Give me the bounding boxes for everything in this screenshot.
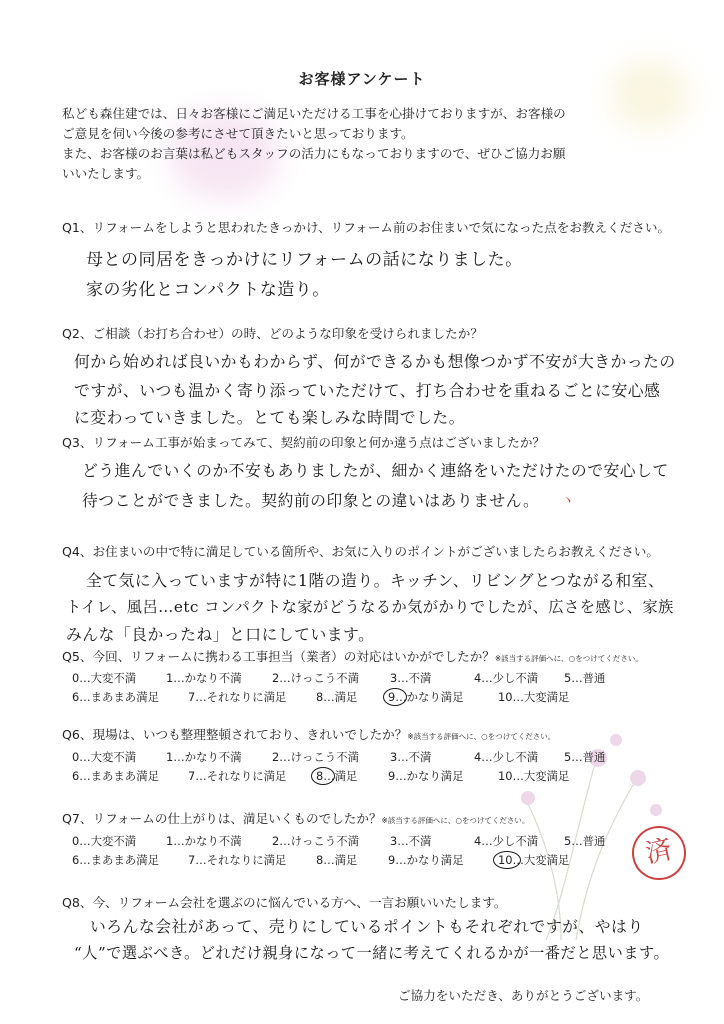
answer-2-line: 何から始めれば良いかもわからず、何ができるかも想像つかず不安が大きかったの <box>74 352 676 371</box>
rating-option-7[interactable]: 7…それなりに満足 <box>188 690 287 704</box>
rating-option-0[interactable]: 0…大変不満 <box>72 834 137 848</box>
question-1: Q1、リフォームをしようと思われたきっかけ、リフォーム前のお住まいで気になった点をお教えください。 <box>62 220 671 235</box>
selected-circle <box>383 688 407 706</box>
rating-option-5[interactable]: 5…普通 <box>564 750 606 764</box>
question-6 <box>62 724 555 743</box>
answer-2-line: ですが、いつも温かく寄り添っていただけて、打ち合わせを重ねるごとに安心感 <box>74 381 661 400</box>
rating-option-1[interactable]: 1…かなり不満 <box>166 750 242 764</box>
rating-option-3[interactable]: 3…不満 <box>390 750 432 764</box>
rating-option-5[interactable]: 5…普通 <box>564 834 606 848</box>
intro-line: いいたします。 <box>62 166 150 181</box>
question-5-text: Q5、今回、リフォームに携わる工事担当（業者）の対応はいかがでしたか？ <box>62 649 495 664</box>
page-title: お客様アンケート <box>298 70 426 88</box>
answer-1-line: 母との同居をきっかけにリフォームの話になりました。 <box>86 250 523 270</box>
rating-option-10[interactable]: 10…大変満足 <box>498 852 569 868</box>
question-6-text: Q6、現場は、いつも整理整頓されており、きれいでしたか？ <box>62 727 408 742</box>
rating-option-1[interactable]: 1…かなり不満 <box>166 834 242 848</box>
rating-option-0[interactable]: 0…大変不満 <box>72 750 137 764</box>
completion-stamp: 済 <box>627 821 691 885</box>
question-5-note: ※該当する評価へに、○をつけてください。 <box>494 654 643 663</box>
rating-option-1[interactable]: 1…かなり不満 <box>166 671 242 685</box>
rating-option-6[interactable]: 6…まあまあ満足 <box>72 769 159 783</box>
question-5 <box>62 646 643 665</box>
answer-3-line: どう進んでいくのか不安もありましたが、細かく連絡をいただけたので安心して <box>82 461 669 480</box>
answer-4-line: トイレ、風呂…etc コンパクトな家がどうなるか気がかりでしたが、広さを感じ、家族 <box>66 598 674 616</box>
question-7-text: Q7、リフォームの仕上がりは、満足いくものでしたか？ <box>62 811 382 826</box>
selected-circle <box>311 767 335 785</box>
rating-option-5[interactable]: 5…普通 <box>564 671 606 685</box>
rating-option-8[interactable]: 8…満足 <box>316 853 358 867</box>
rating-option-3[interactable]: 3…不満 <box>390 834 432 848</box>
question-8: Q8、今、リフォーム会社を選ぶのに悩んでいる方へ、一言お願いいたします。 <box>62 895 507 910</box>
rating-option-4[interactable]: 4…少し不満 <box>474 750 539 764</box>
question-3: Q3、リフォーム工事が始まってみて、契約前の印象と何か違う点はございましたか？ <box>62 435 546 450</box>
rating-option-3[interactable]: 3…不満 <box>390 671 432 685</box>
question-6-note: ※該当する評価へに、○をつけてください。 <box>407 732 556 741</box>
answer-4-line: みんな「良かったね」と口にしています。 <box>66 625 375 644</box>
rating-option-7[interactable]: 7…それなりに満足 <box>188 853 287 867</box>
rating-option-8[interactable]: 8…満足 <box>316 768 357 784</box>
rating-option-2[interactable]: 2…けっこう不満 <box>272 750 359 764</box>
answer-1-line: 家の劣化とコンパクトな造り。 <box>86 280 330 300</box>
rating-option-4[interactable]: 4…少し不満 <box>474 671 539 685</box>
answer-4-line: 全て気に入っていますが特に1階の造り。キッチン、リビングとつながる和室、 <box>86 571 665 590</box>
rating-option-7[interactable]: 7…それなりに満足 <box>188 769 287 783</box>
answer-8-line: いろんな会社があって、売りにしているポイントもそれぞれですが、やはり <box>90 917 644 936</box>
rating-option-0[interactable]: 0…大変不満 <box>72 671 137 685</box>
rating-option-2[interactable]: 2…けっこう不満 <box>272 671 359 685</box>
rating-option-9[interactable]: 9…かなり満足 <box>388 689 464 705</box>
rating-option-10[interactable]: 10…大変満足 <box>498 690 570 704</box>
answer-3-line: 待つことができました。契約前の印象との違いはありません。 <box>82 491 540 510</box>
intro-line: 私ども森住建では、日々お客様にご満足いただける工事を心掛けておりますが、お客様の <box>62 106 566 121</box>
red-check-mark: ヽ <box>561 493 575 509</box>
thank-you-note: ご協力をいただき、ありがとうございます。 <box>398 988 649 1003</box>
rating-option-2[interactable]: 2…けっこう不満 <box>272 834 359 848</box>
rating-option-9[interactable]: 9…かなり満足 <box>388 853 464 867</box>
question-7 <box>62 808 529 827</box>
question-4: Q4、お住まいの中で特に満足している箇所や、お気に入りのポイントがございましたらお教えください。 <box>62 544 659 559</box>
answer-2-line: に変わっていきました。とても楽しみな時間でした。 <box>74 408 465 427</box>
answer-8-line: “人”で選ぶべき。どれだけ親身になって一緒に考えてくれるかが一番だと思います。 <box>74 944 670 962</box>
question-7-note: ※該当する評価へに、○をつけてください。 <box>381 816 530 825</box>
intro-line: ご意見を伺い今後の参考にさせて頂きたいと思っております。 <box>62 126 414 141</box>
rating-option-4[interactable]: 4…少し不満 <box>474 834 539 848</box>
rating-option-6[interactable]: 6…まあまあ満足 <box>72 690 159 704</box>
rating-option-8[interactable]: 8…満足 <box>316 690 358 704</box>
selected-circle <box>493 851 521 869</box>
question-2: Q2、ご相談（お打ち合わせ）の時、どのような印象を受けられましたか？ <box>62 326 483 341</box>
rating-option-9[interactable]: 9…かなり満足 <box>388 769 464 783</box>
intro-line: また、お客様のお言葉は私どもスタッフの活力にもなっておりますので、ぜひご協力お願 <box>62 146 566 161</box>
rating-option-10[interactable]: 10…大変満足 <box>498 769 570 783</box>
rating-option-6[interactable]: 6…まあまあ満足 <box>72 853 159 867</box>
intro-text <box>62 104 682 184</box>
